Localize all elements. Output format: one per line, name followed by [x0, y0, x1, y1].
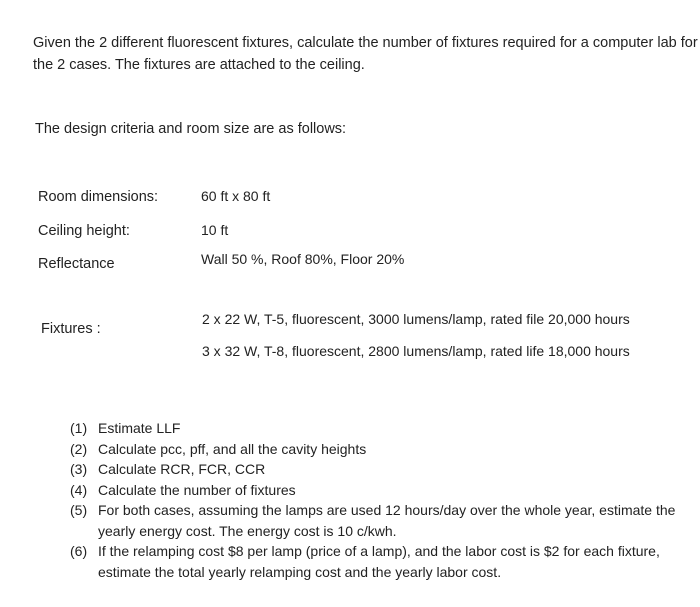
- task-list: [70, 418, 698, 582]
- task-number: (1): [70, 420, 88, 436]
- task-item: [70, 418, 698, 439]
- spec-label-room: Room dimensions:: [38, 189, 159, 205]
- task-number: (3): [70, 461, 88, 477]
- task-text: Calculate the number of fixtures: [98, 481, 296, 498]
- task-item: [70, 541, 698, 582]
- task-text: Estimate LLF: [98, 420, 181, 436]
- task-item: [70, 480, 698, 501]
- task-text: Calculate pcc, pff, and all the cavity heights: [98, 440, 367, 457]
- spec-value-reflectance: Wall 50 %, Roof 80%, Floor 20%: [201, 251, 405, 267]
- spec-label-ceiling: Ceiling height:: [38, 223, 130, 239]
- task-number: (4): [70, 481, 88, 498]
- task-text: If the relamping cost $8 per lamp (price of a lamp), and the labor cost is $2 for each fixture, estimate the total yearly relamping cost and the yearly labor cost.: [98, 543, 660, 580]
- fixture-1: 2 x 22 W, T-5, fluorescent, 3000 lumens/lamp, rated file 20,000 hours: [202, 311, 630, 327]
- task-item: [70, 439, 698, 460]
- spec-label-reflectance: Reflectance: [38, 256, 115, 272]
- task-text: Calculate RCR, FCR, CCR: [98, 461, 266, 477]
- task-number: (6): [70, 543, 88, 559]
- problem-intro: Given the 2 different fluorescent fixtures, calculate the number of fixtures required for a computer lab for the 2 cases. The fixtures are attached to the ceiling.: [33, 35, 698, 73]
- task-number: (5): [70, 502, 88, 518]
- task-item: [70, 459, 698, 480]
- task-text: For both cases, assuming the lamps are used 12 hours/day over the whole year, estimate the yearly energy cost. The energy cost is 10 c/kwh.: [98, 502, 676, 539]
- spec-value-ceiling: 10 ft: [201, 222, 229, 238]
- fixture-2: 3 x 32 W, T-8, fluorescent, 2800 lumens/lamp, rated life 18,000 hours: [202, 343, 630, 359]
- task-item: [70, 500, 698, 541]
- task-number: (2): [70, 440, 88, 457]
- spec-value-room: 60 ft x 80 ft: [201, 188, 271, 204]
- fixtures-label: Fixtures :: [41, 321, 101, 337]
- criteria-heading: The design criteria and room size are as follows:: [35, 121, 347, 137]
